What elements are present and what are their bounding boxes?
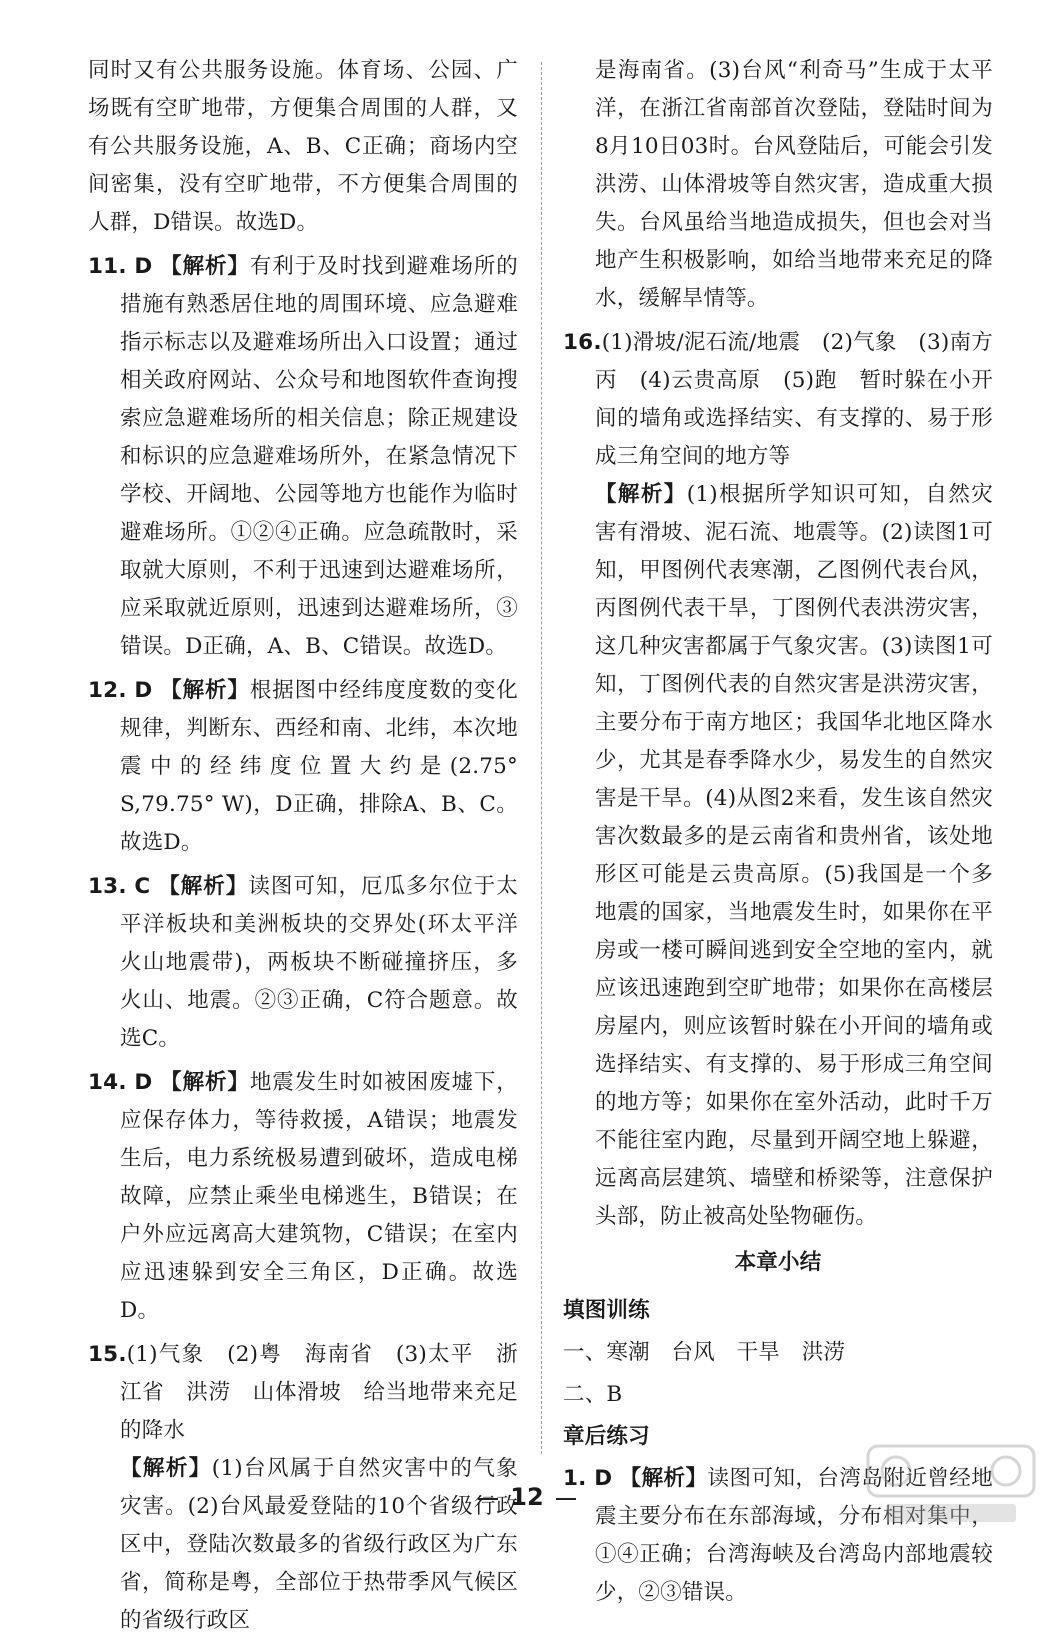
analysis-text: (1)台风属于自然灾害中的气象灾害。(2)台风最爱登陆的10个省级行政区中，登陆次数最多的省级行政区为广东省，简称是粤，全部位于热带季风气候区的省级行政区 xyxy=(120,1456,518,1633)
question-12 xyxy=(88,672,518,862)
left-column xyxy=(88,52,518,1646)
question-15 xyxy=(88,1336,518,1450)
analysis-tag: 【解析】 xyxy=(160,678,250,703)
question-number: 11. D xyxy=(88,254,153,279)
analysis-tag: 【解析】 xyxy=(158,874,249,899)
analysis-tag: 【解析】 xyxy=(619,1466,708,1491)
question-number: 13. C xyxy=(88,874,151,899)
answer-text: (1)滑坡/泥石流/地震 (2)气象 (3)南方 丙 (4)云贵高原 (5)跑 暂时躲在小开间的墙角或选择结实、有支撑的、易于形成三角空间的地方等 xyxy=(595,330,1015,469)
analysis-tag: 【解析】 xyxy=(160,254,250,279)
question-11 xyxy=(88,248,518,666)
analysis-text: 根据图中经纬度度数的变化规律，判断东、西经和南、北纬，本次地震中的经纬度位置大约是(2.75° S,79.75° W)，D正确，排除A、B、C。故选D。 xyxy=(120,678,518,855)
question-13 xyxy=(88,868,518,1058)
analysis-text: 有利于及时找到避难场所的措施有熟悉居住地的周围环境、应急避难指示标志以及避难场所出入口设置；通过相关政府网站、公众号和地图软件查询搜索应急避难场所的相关信息；除正规建设和标识的应急避难场所外，在紧急情况下学校、开阔地、公园等地方也能作为临时避难场所。①②④正确。应急疏散时，采取就大原则，不利于迅速到达避难场所，应采取就近原则，迅速到达避难场所，③错误。D正确，A、B、C错误。故选D。 xyxy=(120,254,518,659)
question-16-analysis xyxy=(563,476,993,1236)
analysis-text: 地震发生时如被困废墟下，应保存体力，等待救援，A错误；地震发生后，电力系统极易遭到破坏，造成电梯故障，应禁止乘坐电梯逃生，B错误；在户外应远离高大建筑物，C错误；在室内应迅速躲到安全三角区，D正确。故选D。 xyxy=(120,1070,518,1323)
question-number: 12. D xyxy=(88,678,153,703)
analysis-text: 读图可知，厄瓜多尔位于太平洋板块和美洲板块的交界处(环太平洋火山地震带)，两板块不断碰撞挤压，多火山、地震。②③正确，C符合题意。故选C。 xyxy=(120,874,518,1051)
analysis-tag: 【解析】 xyxy=(120,1456,212,1481)
question-number: 14. D xyxy=(88,1070,153,1095)
continued-paragraph: 同时又有公共服务设施。体育场、公园、广场既有空旷地带，方便集合周围的人群，又有公共服务设施，A、B、C正确；商场内空间密集，没有空旷地带，不方便集合周围的人群，D错误。故选D。 xyxy=(88,58,518,235)
column-divider xyxy=(541,62,542,1454)
question-number: 15. xyxy=(88,1342,127,1367)
chapter-practice-title: 章后练习 xyxy=(563,1424,650,1449)
chapter-summary-title: 本章小结 xyxy=(734,1250,822,1275)
watermark-logo xyxy=(866,1442,1036,1528)
analysis-tag: 【解析】 xyxy=(595,482,687,507)
fill-answer-2: 二、B xyxy=(563,1382,623,1407)
analysis-tag: 【解析】 xyxy=(160,1070,250,1095)
question-15-analysis xyxy=(88,1450,518,1640)
question-number: 1. D xyxy=(563,1466,613,1491)
footer-dash-left xyxy=(478,1498,498,1500)
page-number: 12 xyxy=(510,1483,544,1511)
answer-text: (1)气象 (2)粤 海南省 (3)太平 浙江省 洪涝 山体滑坡 给当地带来充足的降水 xyxy=(120,1342,518,1443)
continued-paragraph: 是海南省。(3)台风“利奇马”生成于太平洋，在浙江省南部首次登陆，登陆时间为8月10日03时。台风登陆后，可能会引发洪涝、山体滑坡等自然灾害，造成重大损失。台风虽给当地造成损失，但也会对当地产生积极影响，如给当地带来充足的降水，缓解旱情等。 xyxy=(595,58,993,311)
analysis-text: 读图可知，台湾岛附近曾经地震主要分布在东部海域，分布相对集中，①④正确；台湾海峡及台湾岛内部地震较少，②③错误。 xyxy=(595,1466,993,1605)
footer-dash-right xyxy=(556,1498,576,1500)
question-14 xyxy=(88,1064,518,1330)
right-column xyxy=(563,52,1015,1618)
question-16 xyxy=(563,324,1015,476)
analysis-text: (1)根据所学知识可知，自然灾害有滑坡、泥石流、地震等。(2)读图1可知，甲图例代表寒潮，乙图例代表台风，丙图例代表干旱，丁图例代表洪涝灾害，这几种灾害都属于气象灾害。(3)读图1可知，丁图例代表的自然灾害是洪涝灾害，主要分布于南方地区；我国华北地区降水少，尤其是春季降水少，易发生的自然灾害是干旱。(4)从图2来看，发生该自然灾害次数最多的是云南省和贵州省，该处地形区可能是云贵高原。(5)我国是一个多地震的国家，当地震发生时，如果你在平房或一楼可瞬间逃到安全空地的室内，就应该迅速跑到空旷地带；如果你在高楼层房屋内，则应该暂时躲在小开间的墙角或选择结实、有支撑的、易于形成三角空间的地方等；如果你在室外活动，此时千万不能往室内跑，尽量到开阔空地上躲避，远离高层建筑、墙壁和桥梁等，注意保护头部，防止被高处坠物砸伤。 xyxy=(595,482,993,1229)
question-number: 16. xyxy=(563,330,602,355)
fill-map-training-title: 填图训练 xyxy=(563,1298,650,1323)
fill-answer-1: 一、寒潮 台风 干旱 洪涝 xyxy=(563,1340,846,1365)
